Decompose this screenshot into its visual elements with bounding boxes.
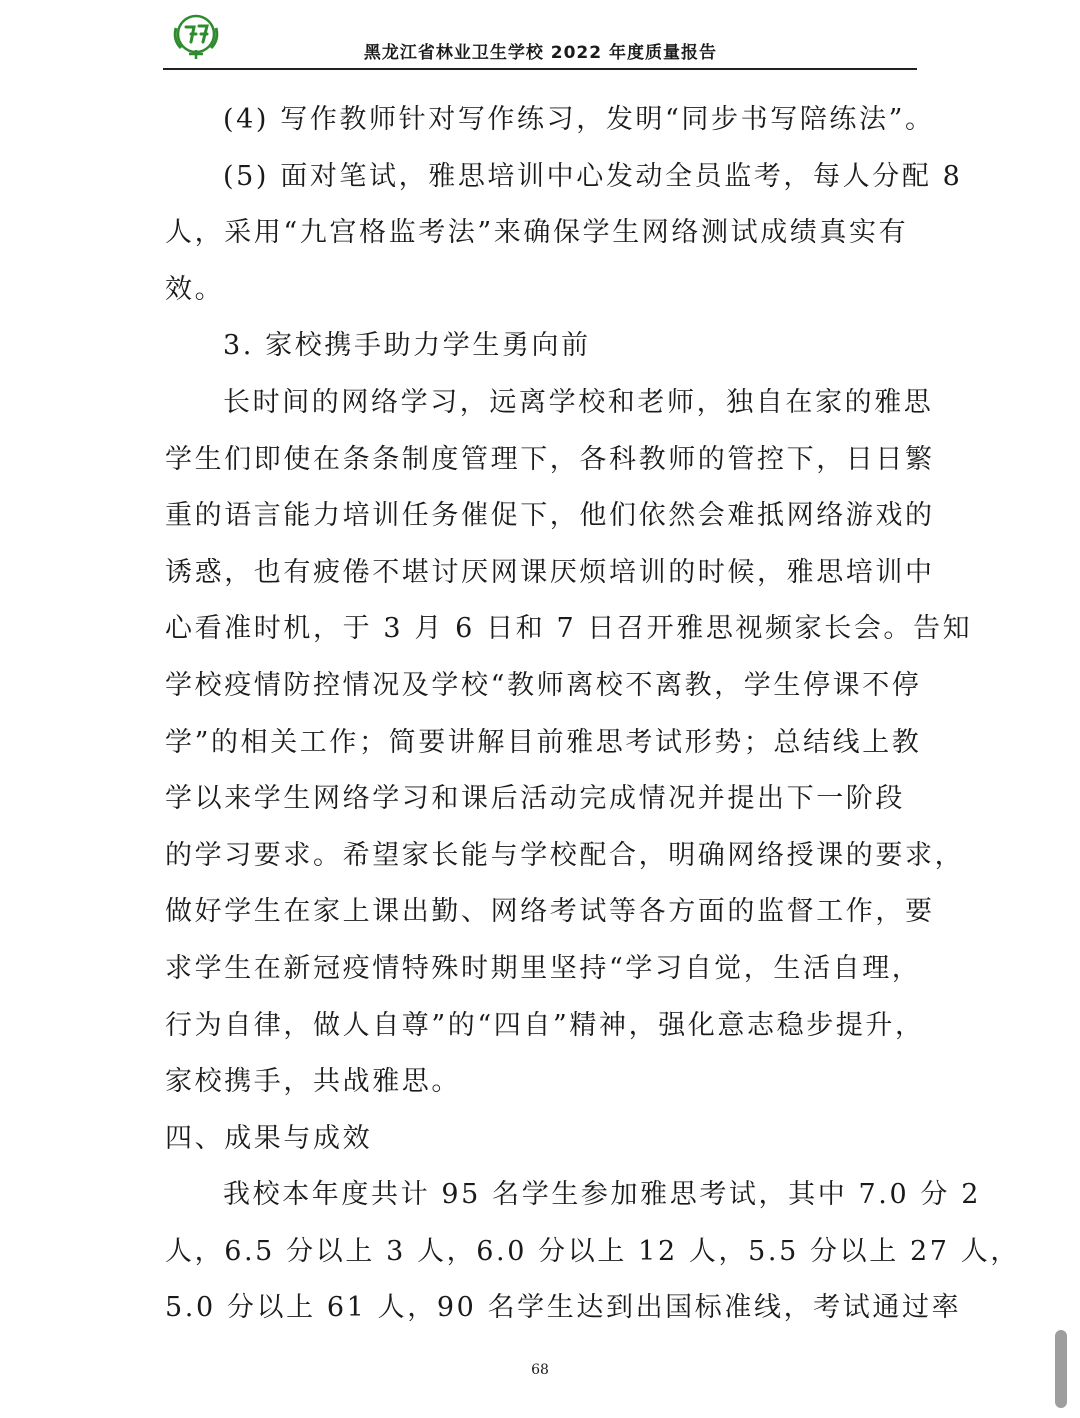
paragraph-line: 做好学生在家上课出勤、网络考试等各方面的监督工作，要 xyxy=(165,896,935,928)
report-title: 黑龙江省林业卫生学校 2022 年度质量报告 xyxy=(363,43,717,63)
paragraph-line: 求学生在新冠疫情特殊时期里坚持“学习自觉，生活自理， xyxy=(165,952,922,984)
paragraph-line: 行为自律，做人自尊”的“四自”精神，强化意志稳步提升， xyxy=(165,1009,925,1041)
paragraph-line: 的学习要求。希望家长能与学校配合，明确网络授课的要求， xyxy=(165,839,965,871)
page-number: 68 xyxy=(531,1362,549,1378)
paragraph-line: 长时间的网络学习，远离学校和老师，独自在家的雅思 xyxy=(223,386,934,418)
paragraph-line: 学以来学生网络学习和课后活动完成情况并提出下一阶段 xyxy=(165,783,905,815)
paragraph-line: (5) 面对笔试，雅思培训中心发动全员监考，每人分配 8 xyxy=(223,160,963,192)
paragraph-line: 家校携手，共战雅思。 xyxy=(165,1066,461,1098)
section-heading: 四、成果与成效 xyxy=(165,1122,373,1154)
paragraph-line: 学生们即使在条条制度管理下，各科教师的管控下，日日繁 xyxy=(165,443,935,475)
school-logo-icon xyxy=(167,12,225,62)
paragraph-line: 学”的相关工作；简要讲解目前雅思考试形势；总结线上教 xyxy=(165,726,922,758)
paragraph-line: (4) 写作教师针对写作练习，发明“同步书写陪练法”。 xyxy=(223,104,935,135)
paragraph-line: 重的语言能力培训任务催促下，他们依然会难抵网络游戏的 xyxy=(165,500,935,532)
page-header xyxy=(163,10,917,70)
paragraph-line: 诱惑，也有疲倦不堪讨厌网课厌烦培训的时候，雅思培训中 xyxy=(165,556,935,588)
paragraph-line: 人，采用“九宫格监考法”来确保学生网络测试成绩真实有 xyxy=(165,217,909,249)
paragraph-line: 心看准时机，于 3 月 6 日和 7 日召开雅思视频家长会。告知 xyxy=(165,613,973,645)
paragraph-line: 5.0 分以上 61 人，90 名学生达到出国标准线，考试通过率 xyxy=(165,1292,962,1324)
document-body xyxy=(165,92,1020,1337)
scrollbar-thumb[interactable] xyxy=(1055,1330,1067,1408)
paragraph-line: 人，6.5 分以上 3 人，6.0 分以上 12 人，5.5 分以上 27 人， xyxy=(165,1235,1020,1267)
section-heading: 3. 家校携手助力学生勇向前 xyxy=(223,330,591,362)
paragraph-line: 我校本年度共计 95 名学生参加雅思考试，其中 7.0 分 2 xyxy=(223,1179,981,1211)
paragraph-line: 效。 xyxy=(165,273,225,305)
paragraph-line: 学校疫情防控情况及学校“教师离校不离教，学生停课不停 xyxy=(165,669,922,701)
